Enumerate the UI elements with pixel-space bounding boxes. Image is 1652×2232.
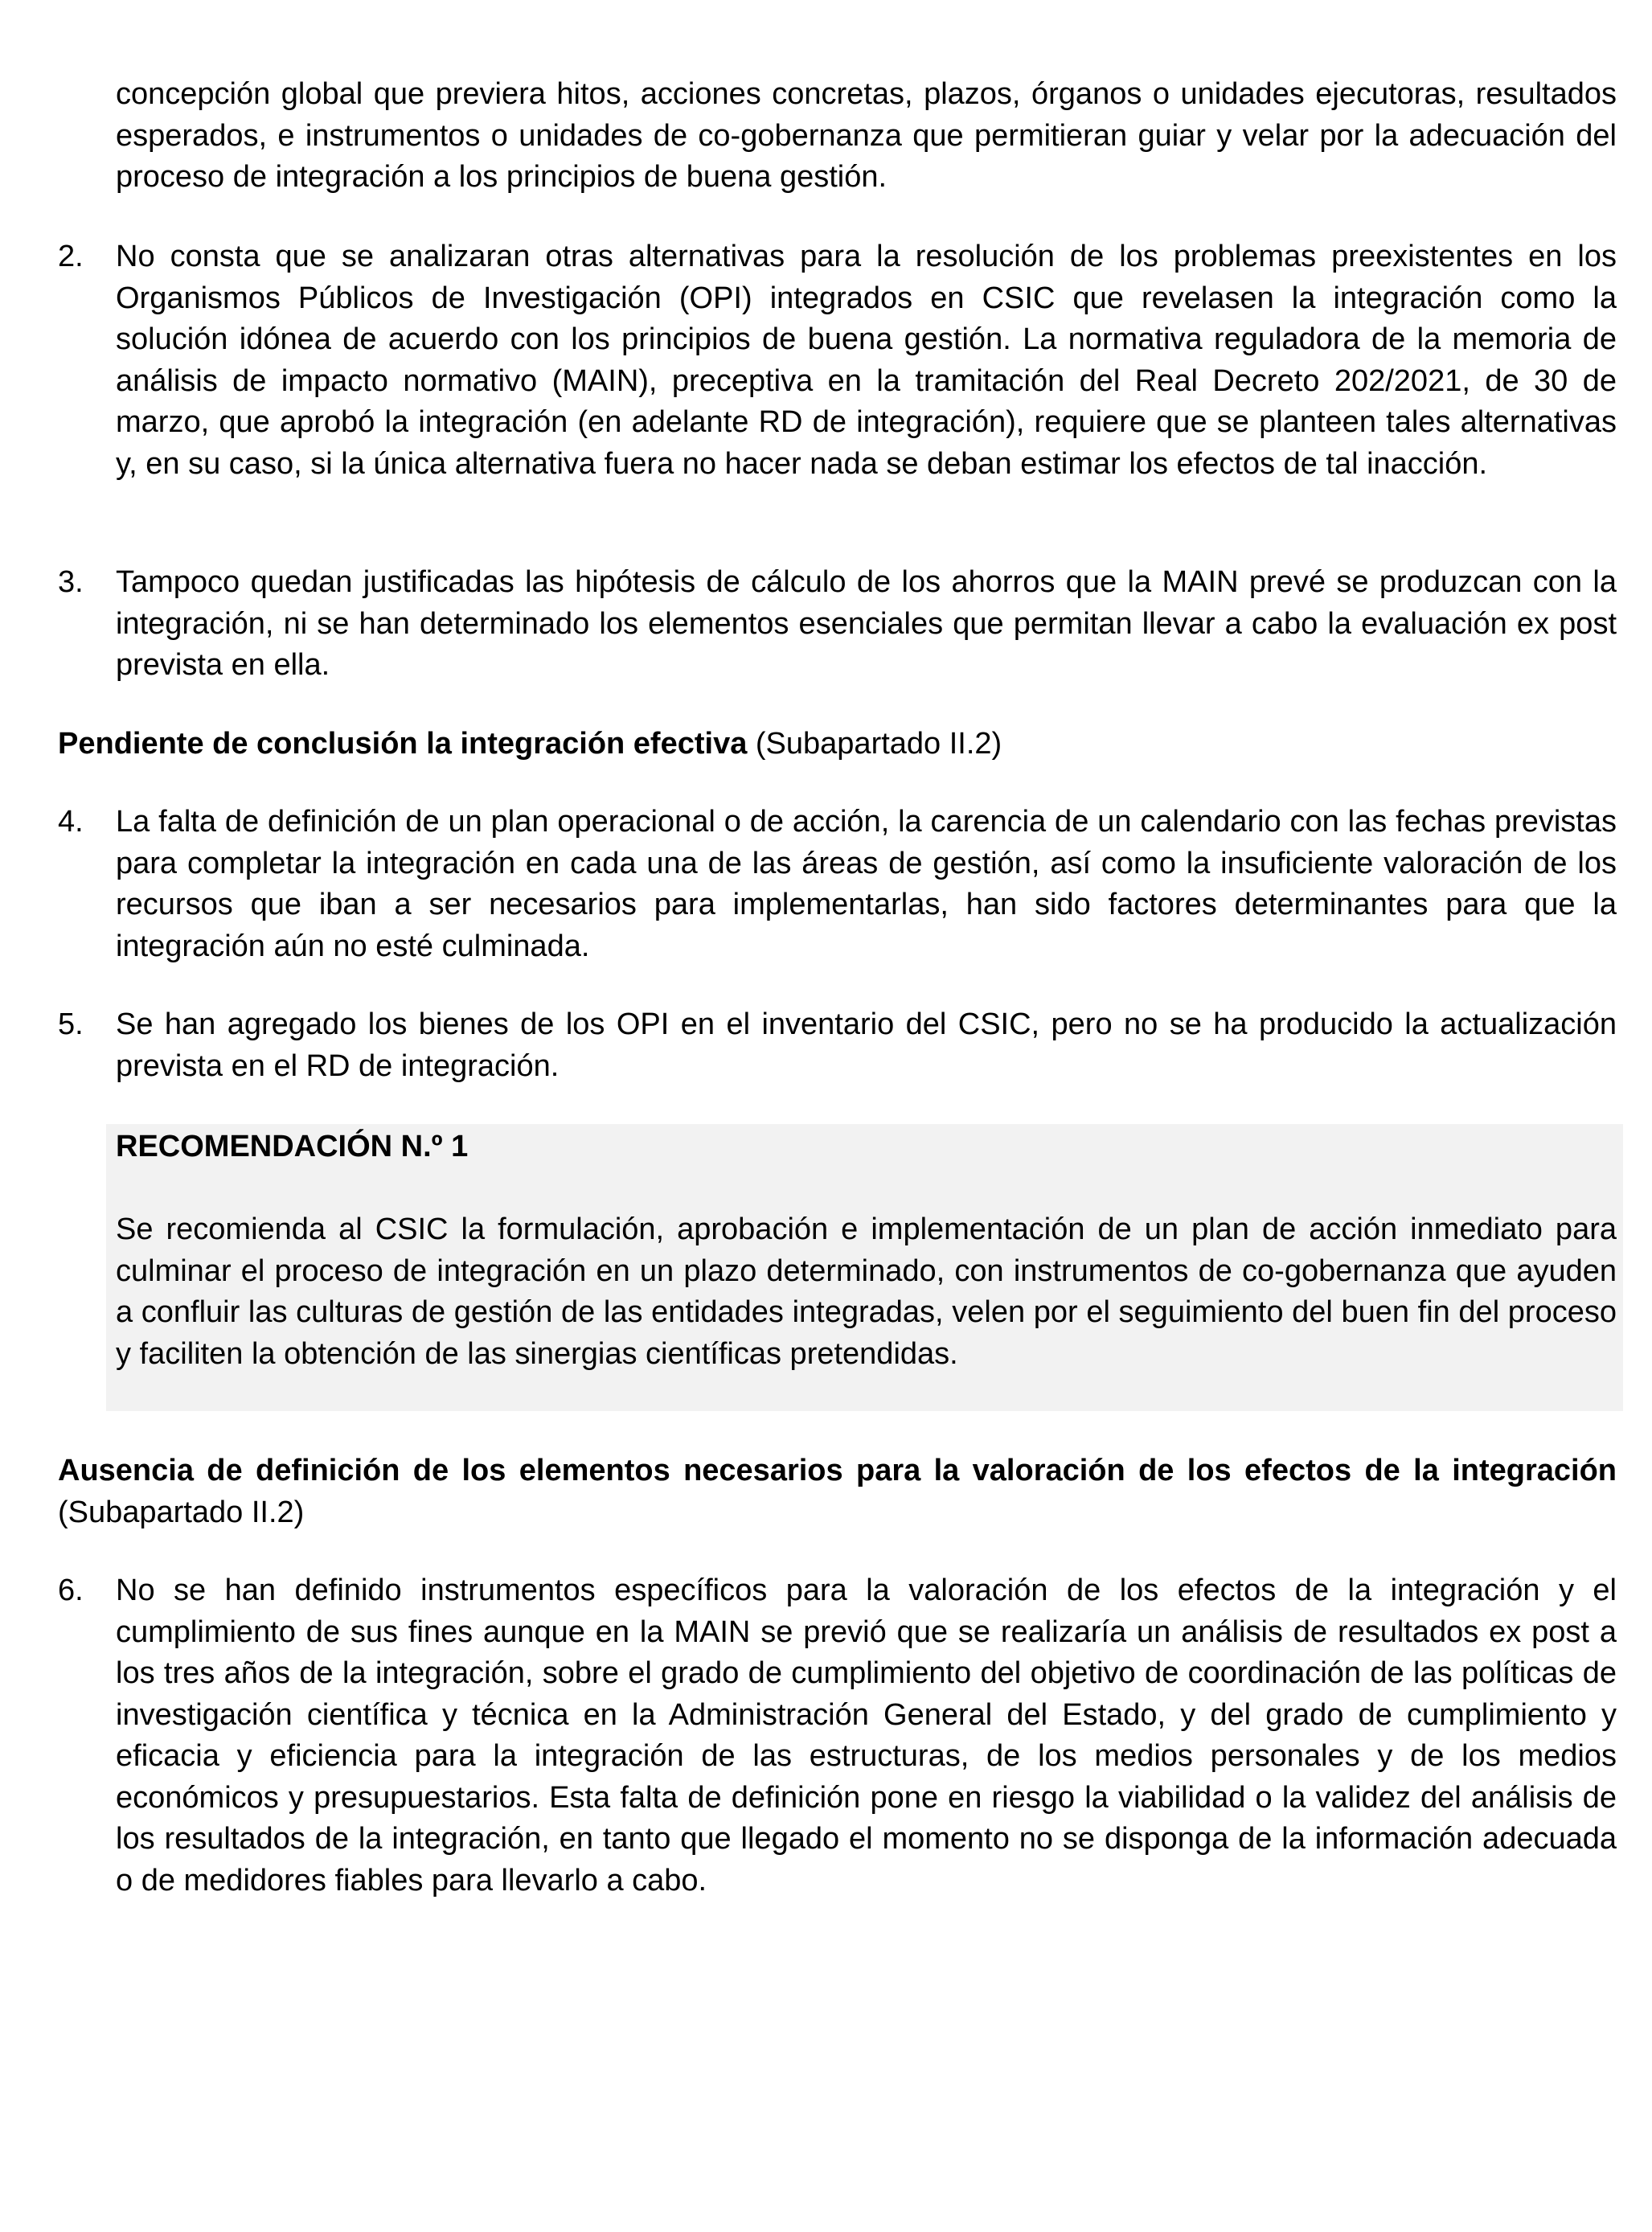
list-item-text: La falta de definición de un plan operacional o de acción, la carencia de un calendario con las fechas previstas para completar la integración en cada una de las áreas de gestión, así como la insuficiente valoración de los recursos que iban a ser necesarios para implementarlas, han sido factores determinantes para que la integración aún no esté culminada. xyxy=(116,805,1617,963)
list-number: 3. xyxy=(58,565,84,599)
list-number: 2. xyxy=(58,240,84,273)
list-number: 6. xyxy=(58,1573,84,1607)
section-heading-reference: (Subapartado II.2) xyxy=(58,1495,305,1529)
section-heading-ausencia xyxy=(58,1450,1617,1533)
list-item-4 xyxy=(58,802,1617,967)
recommendation-text: Se recomienda al CSIC la formulación, aprobación e implementación de un plan de acción inmediato para culminar el proceso de integración en un plazo determinado, con instrumentos de co-gobernanza que ayuden a confluir las culturas de gestión de las entidades integradas, velen por el seguimiento del buen fin del proceso y faciliten la obtención de las sinergias científicas pretendidas. xyxy=(116,1212,1617,1371)
list-item-text: Tampoco quedan justificadas las hipótesis de cálculo de los ahorros que la MAIN prevé se produzcan con la integración, ni se han determinado los elementos esenciales que permitan llevar a cabo la evaluación ex post prevista en ella. xyxy=(116,565,1617,682)
list-item-text: No consta que se analizaran otras alternativas para la resolución de los problemas preexistentes en los Organismos Públicos de Investigación (OPI) integrados en CSIC que revelasen la integración como la solución idónea de acuerdo con los principios de buena gestión. La normativa reguladora de la memoria de análisis de impacto normativo (MAIN), preceptiva en la tramitación del Real Decreto 202/2021, de 30 de marzo, que aprobó la integración (en adelante RD de integración), requiere que se planteen tales alternativas y, en su caso, si la única alternativa fuera no hacer nada se deban estimar los efectos de tal inacción. xyxy=(116,240,1617,481)
section-heading-pendiente xyxy=(58,724,1617,765)
section-heading-bold: Pendiente de conclusión la integración efectiva xyxy=(58,727,748,761)
list-number: 5. xyxy=(58,1007,84,1041)
list-item-2 xyxy=(58,236,1617,485)
section-heading-bold: Ausencia de definición de los elementos necesarios para la valoración de los efectos de la integración xyxy=(58,1454,1617,1487)
list-item-6 xyxy=(58,1570,1617,1902)
recommendation-box xyxy=(106,1124,1623,1411)
list-item-5 xyxy=(58,1004,1617,1087)
section-heading-reference: (Subapartado II.2) xyxy=(747,727,1002,761)
list-item-3 xyxy=(58,562,1617,687)
list-number: 4. xyxy=(58,805,84,839)
list-item-text: No se han definido instrumentos específicos para la valoración de los efectos de la integración y el cumplimiento de sus fines aunque en la MAIN se previó que se realizaría un análisis de resultados ex post a los tres años de la integración, sobre el grado de cumplimiento del objetivo de coordinación de las políticas de investigación científica y técnica en la Administración General del Estado, y del grado de cumplimiento y eficacia y eficiencia para la integración de las estructuras, de los medios personales y de los medios económicos y presupuestarios. Esta falta de definición pone en riesgo la viabilidad o la validez del análisis de los resultados de la integración, en tanto que llegado el momento no se disponga de la información adecuada o de medidores fiables para llevarlo a cabo. xyxy=(116,1573,1617,1898)
recommendation-title: RECOMENDACIÓN N.º 1 xyxy=(116,1130,469,1163)
list-item-text: Se han agregado los bienes de los OPI en el inventario del CSIC, pero no se ha producido la actualización prevista en el RD de integración. xyxy=(116,1007,1617,1083)
paragraph-item-1-continuation: concepción global que previera hitos, acciones concretas, plazos, órganos o unidades ejecutoras, resultados esperados, e instrumentos o unidades de co-gobernanza que permitieran guiar y velar por la adecuación del proceso de integración a los principios de buena gestión. xyxy=(116,77,1617,194)
